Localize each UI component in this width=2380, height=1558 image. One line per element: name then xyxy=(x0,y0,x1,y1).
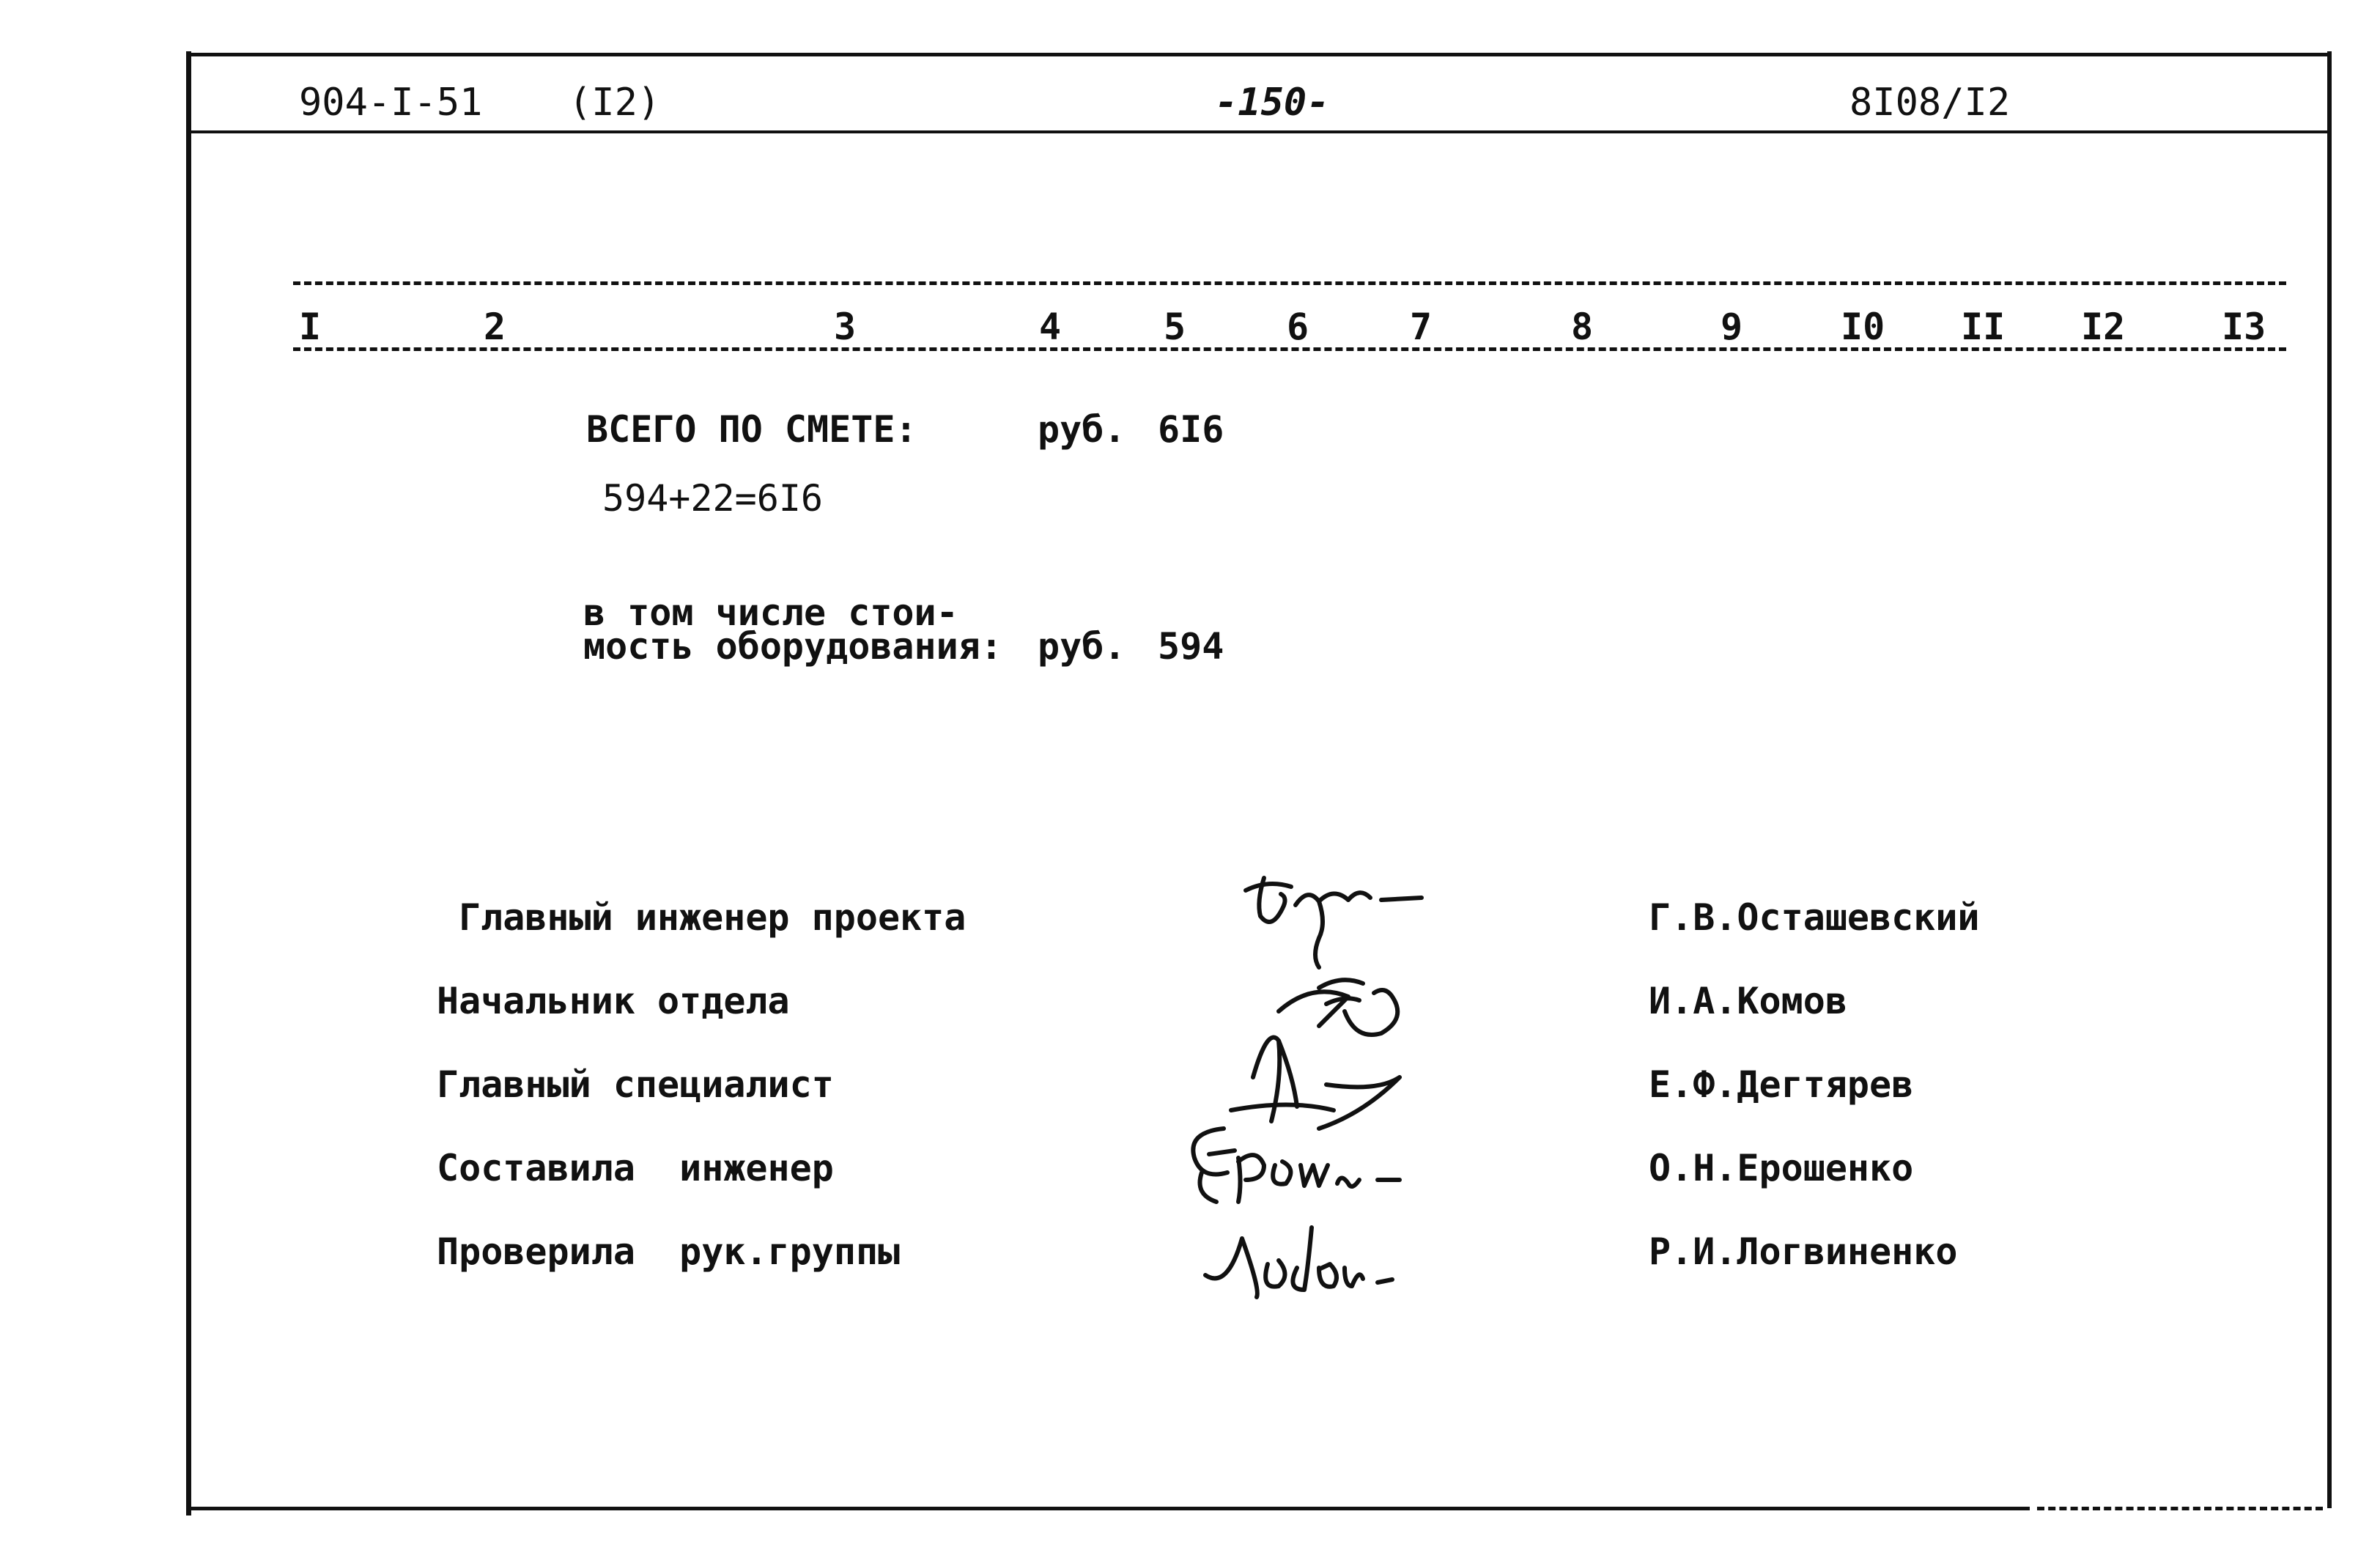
project-code: 904-I-51 xyxy=(299,81,483,125)
frame-right-border xyxy=(2327,51,2332,1508)
signatory-role: Проверила рук.группы xyxy=(437,1230,901,1273)
column-number: 6 xyxy=(1287,306,1309,348)
total-label: ВСЕГО ПО СМЕТЕ: xyxy=(586,408,917,451)
frame-bottom-dashed xyxy=(2037,1507,2323,1510)
signatory-name: Г.В.Осташевский xyxy=(1649,896,1980,939)
signatory-name: Е.Ф.Дегтярев xyxy=(1649,1063,1914,1106)
column-number: 3 xyxy=(834,306,857,348)
equipment-label-line2: мость оборудования: xyxy=(583,625,1002,668)
column-number: II xyxy=(1961,306,2006,348)
column-number: I xyxy=(299,306,322,348)
frame-top-border xyxy=(186,53,2332,56)
signatory-role: Главный специалист xyxy=(437,1063,834,1106)
signatory-role: Составила инженер xyxy=(437,1147,834,1189)
frame-left-border xyxy=(186,51,191,1515)
header-rule xyxy=(186,130,2332,133)
signatory-role: Главный инженер проекта xyxy=(459,896,967,939)
column-number: I3 xyxy=(2222,306,2266,348)
column-number: 7 xyxy=(1410,306,1433,348)
column-number: 8 xyxy=(1571,306,1594,348)
column-number: 2 xyxy=(484,306,506,348)
total-calculation: 594+22=6I6 xyxy=(602,477,824,520)
handwritten-signatures xyxy=(1099,857,1466,1312)
total-value: 6I6 xyxy=(1158,408,1224,451)
sheet-ref: (I2) xyxy=(569,81,661,125)
column-number: 4 xyxy=(1039,306,1062,348)
signatory-role: Начальник отдела xyxy=(437,980,790,1022)
doc-number: 8I08/I2 xyxy=(1849,81,2011,125)
column-number: 5 xyxy=(1164,306,1186,348)
frame-bottom-border xyxy=(191,1507,2030,1510)
column-rule-top xyxy=(293,281,2286,285)
signatory-name: О.Н.Ерошенко xyxy=(1649,1147,1914,1189)
total-currency: руб. xyxy=(1038,408,1126,451)
column-number: I2 xyxy=(2081,306,2126,348)
signatory-name: И.А.Комов xyxy=(1649,980,1847,1022)
column-number: I0 xyxy=(1841,306,1885,348)
page-number: -150- xyxy=(1215,81,1330,125)
column-number: 9 xyxy=(1721,306,1743,348)
signatory-name: Р.И.Логвиненко xyxy=(1649,1230,1958,1273)
equipment-label-line1: в том числе стои- xyxy=(583,591,958,634)
equipment-value: 594 xyxy=(1158,625,1224,668)
equipment-currency: руб. xyxy=(1038,625,1126,668)
